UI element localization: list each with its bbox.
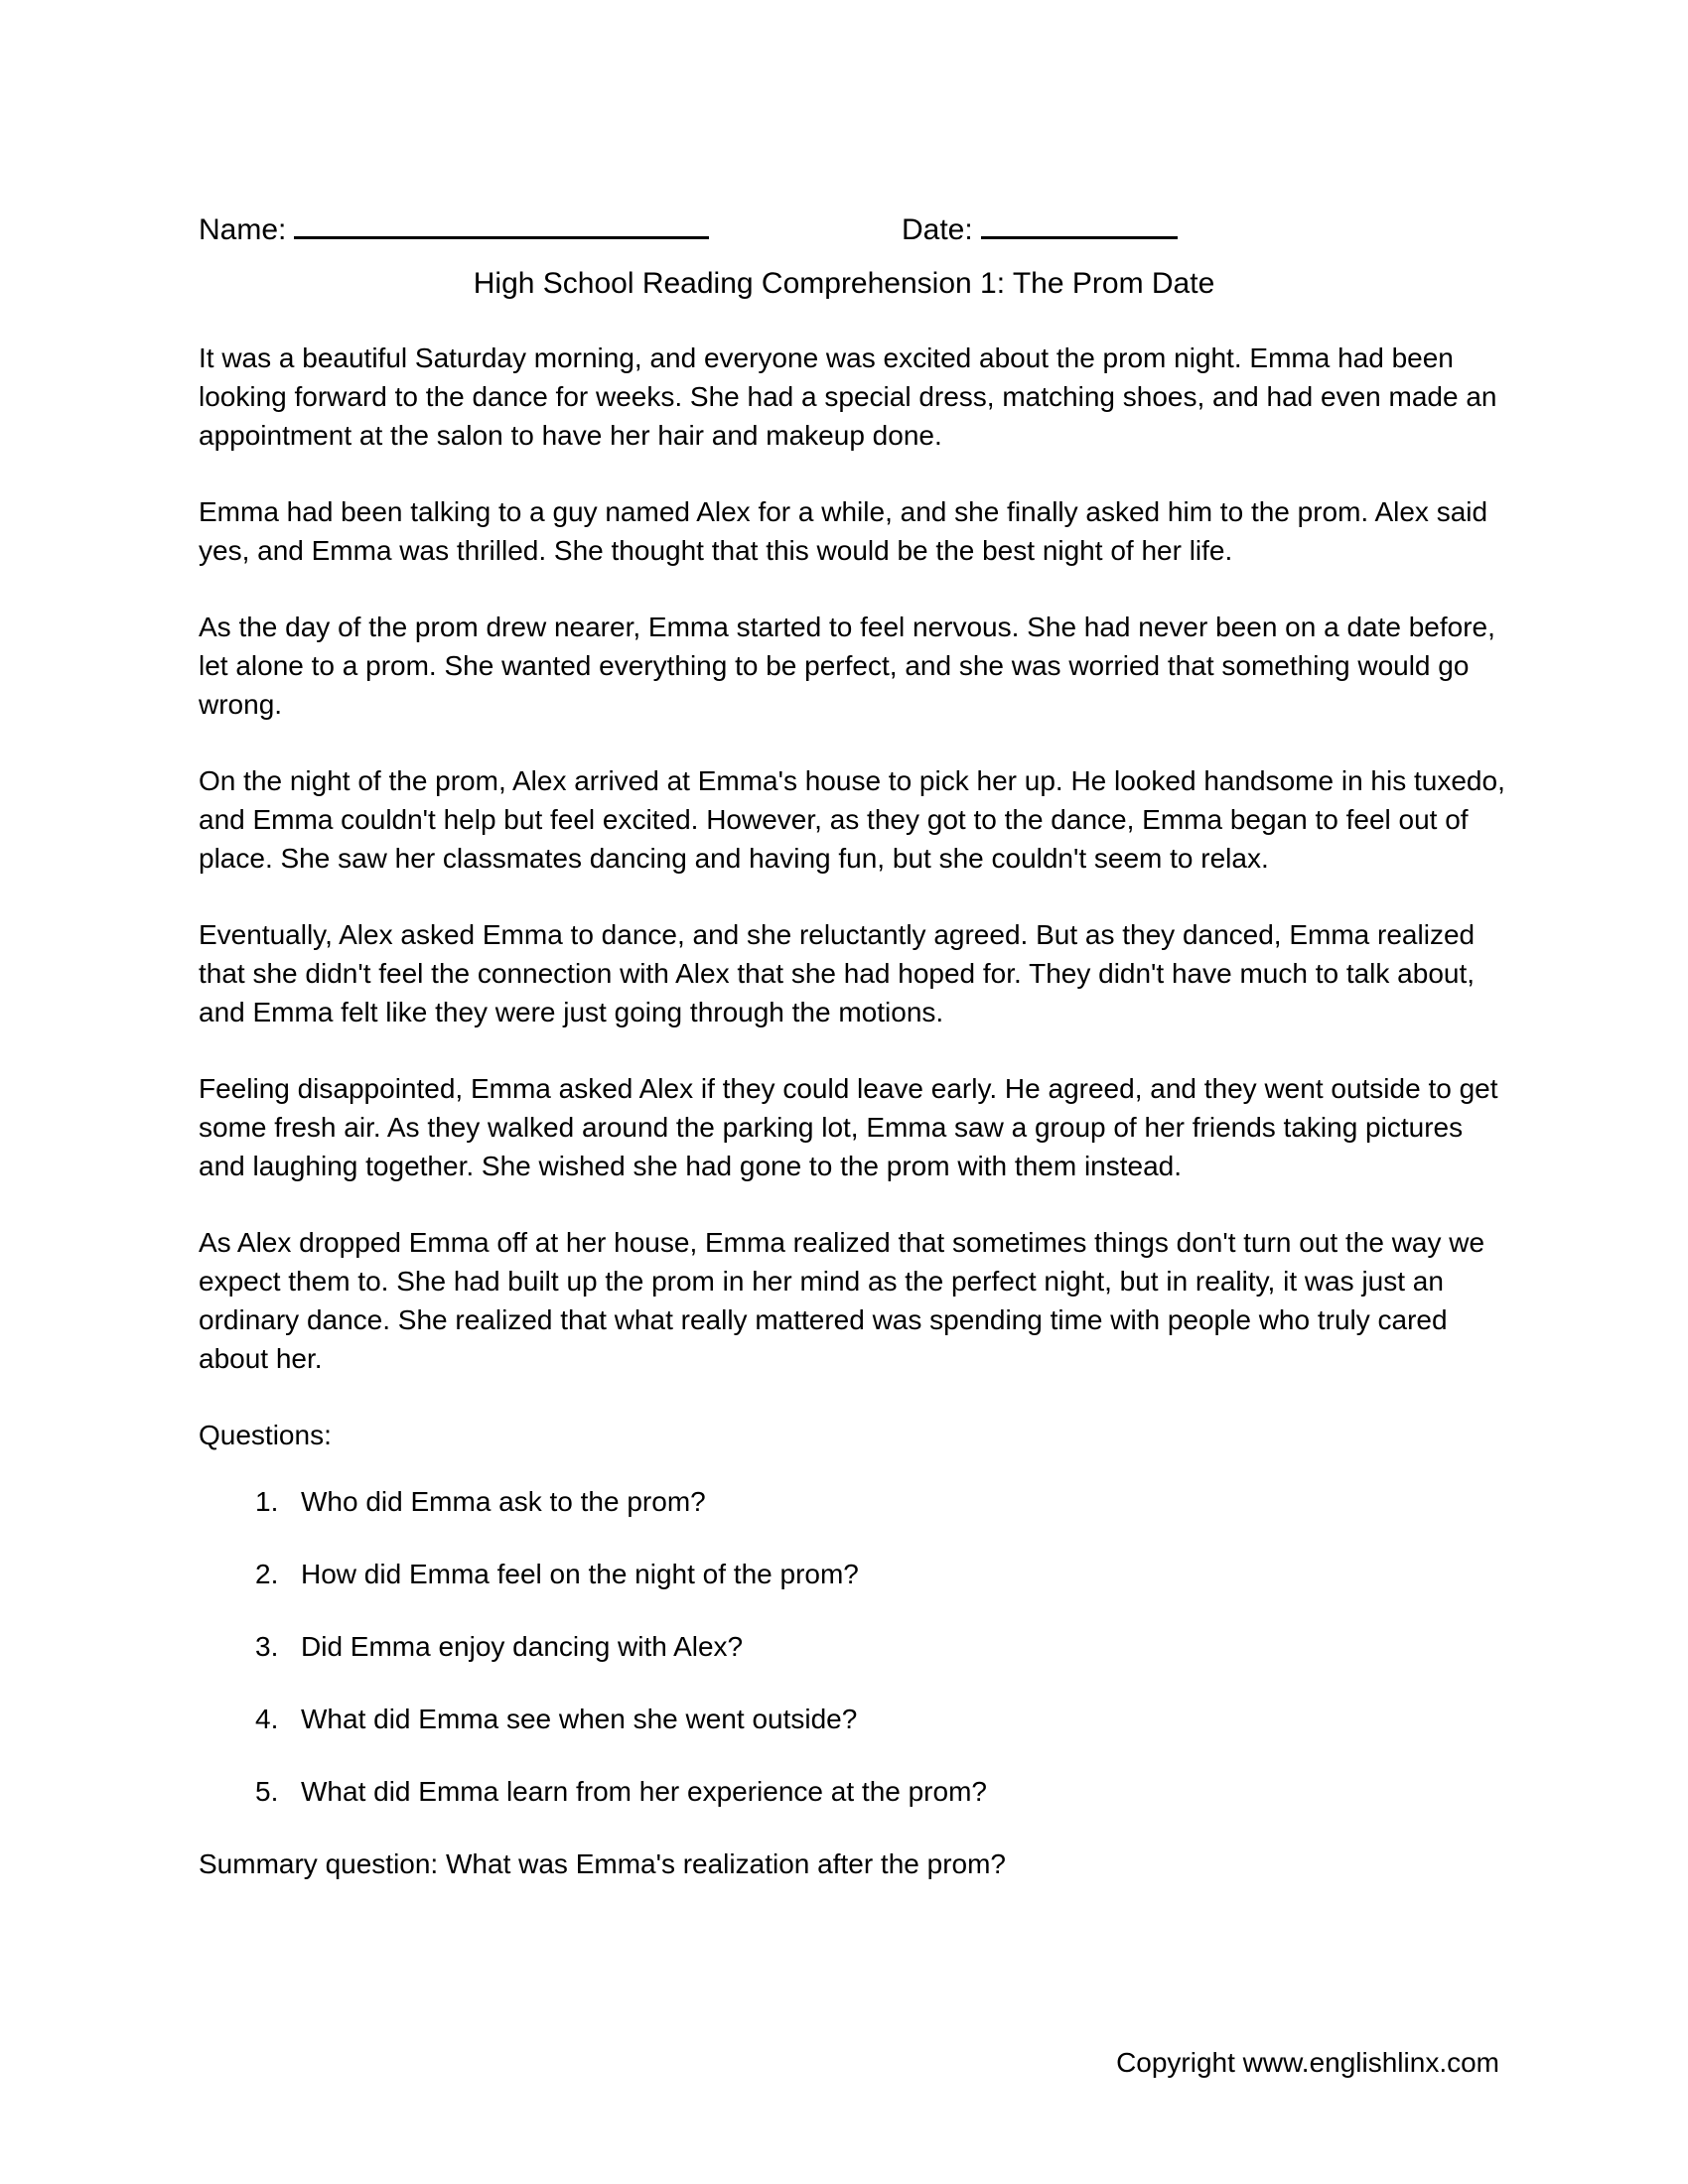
name-blank-line[interactable]	[294, 203, 709, 239]
passage-paragraph: It was a beautiful Saturday morning, and everyone was excited about the prom night. Emma had been looking forward to the dance for weeks. She had a special dress, matching shoes, and had even made an appointment at the salon to have her hair and makeup done.	[199, 342, 1497, 451]
copyright-text: Copyright www.englishlinx.com	[1116, 2047, 1499, 2078]
summary-question: Summary question: What was Emma's realization after the prom?	[199, 1848, 1006, 1879]
question-item-3: Did Emma enjoy dancing with Alex?	[301, 1631, 744, 1662]
questions-list	[199, 1482, 1509, 1811]
name-label: Name:	[199, 213, 287, 246]
passage	[199, 339, 1509, 1921]
question-item-4: What did Emma see when she went outside?	[301, 1704, 858, 1734]
question-item-1: Who did Emma ask to the prom?	[301, 1486, 706, 1517]
header-row	[199, 203, 1509, 246]
page-title: High School Reading Comprehension 1: The Prom Date	[473, 267, 1215, 300]
passage-paragraph: As the day of the prom drew nearer, Emma started to feel nervous. She had never been on a date before, let alone to a prom. She wanted everything to be perfect, and she was worried that something would go wrong.	[199, 612, 1495, 720]
questions-heading: Questions:	[199, 1420, 332, 1450]
passage-paragraph: Feeling disappointed, Emma asked Alex if they could leave early. He agreed, and they went outside to get some fresh air. As they walked around the parking lot, Emma saw a group of her friends taking pictures and laughing together. She wished she had gone to the prom with them instead.	[199, 1073, 1498, 1181]
date-field	[902, 203, 1178, 250]
date-label: Date:	[902, 213, 973, 246]
date-blank-line[interactable]	[981, 203, 1178, 239]
passage-paragraph: As Alex dropped Emma off at her house, Emma realized that sometimes things don't turn out the way we expect them to. She had built up the prom in her mind as the perfect night, but in reality, it was just an ordinary dance. She realized that what really mattered was spending time with people who truly cared about her.	[199, 1227, 1485, 1374]
footer	[0, 2043, 1499, 2082]
name-field	[199, 203, 709, 250]
passage-paragraph: Eventually, Alex asked Emma to dance, and she reluctantly agreed. But as they danced, Emma realized that she didn't feel the connection with Alex that she had hoped for. They didn't have much to talk about, and Emma felt like they were just going through the motions.	[199, 919, 1476, 1027]
passage-paragraph: On the night of the prom, Alex arrived at Emma's house to pick her up. He looked handsome in his tuxedo, and Emma couldn't help but feel excited. However, as they got to the dance, Emma began to feel out of place. She saw her classmates dancing and having fun, but she couldn't seem to relax.	[199, 765, 1505, 874]
passage-paragraph: Emma had been talking to a guy named Alex for a while, and she finally asked him to the prom. Alex said yes, and Emma was thrilled. She thought that this would be the best night of her life.	[199, 496, 1488, 566]
question-item-5: What did Emma learn from her experience at the prom?	[301, 1776, 987, 1807]
question-item-2: How did Emma feel on the night of the prom?	[301, 1559, 859, 1589]
